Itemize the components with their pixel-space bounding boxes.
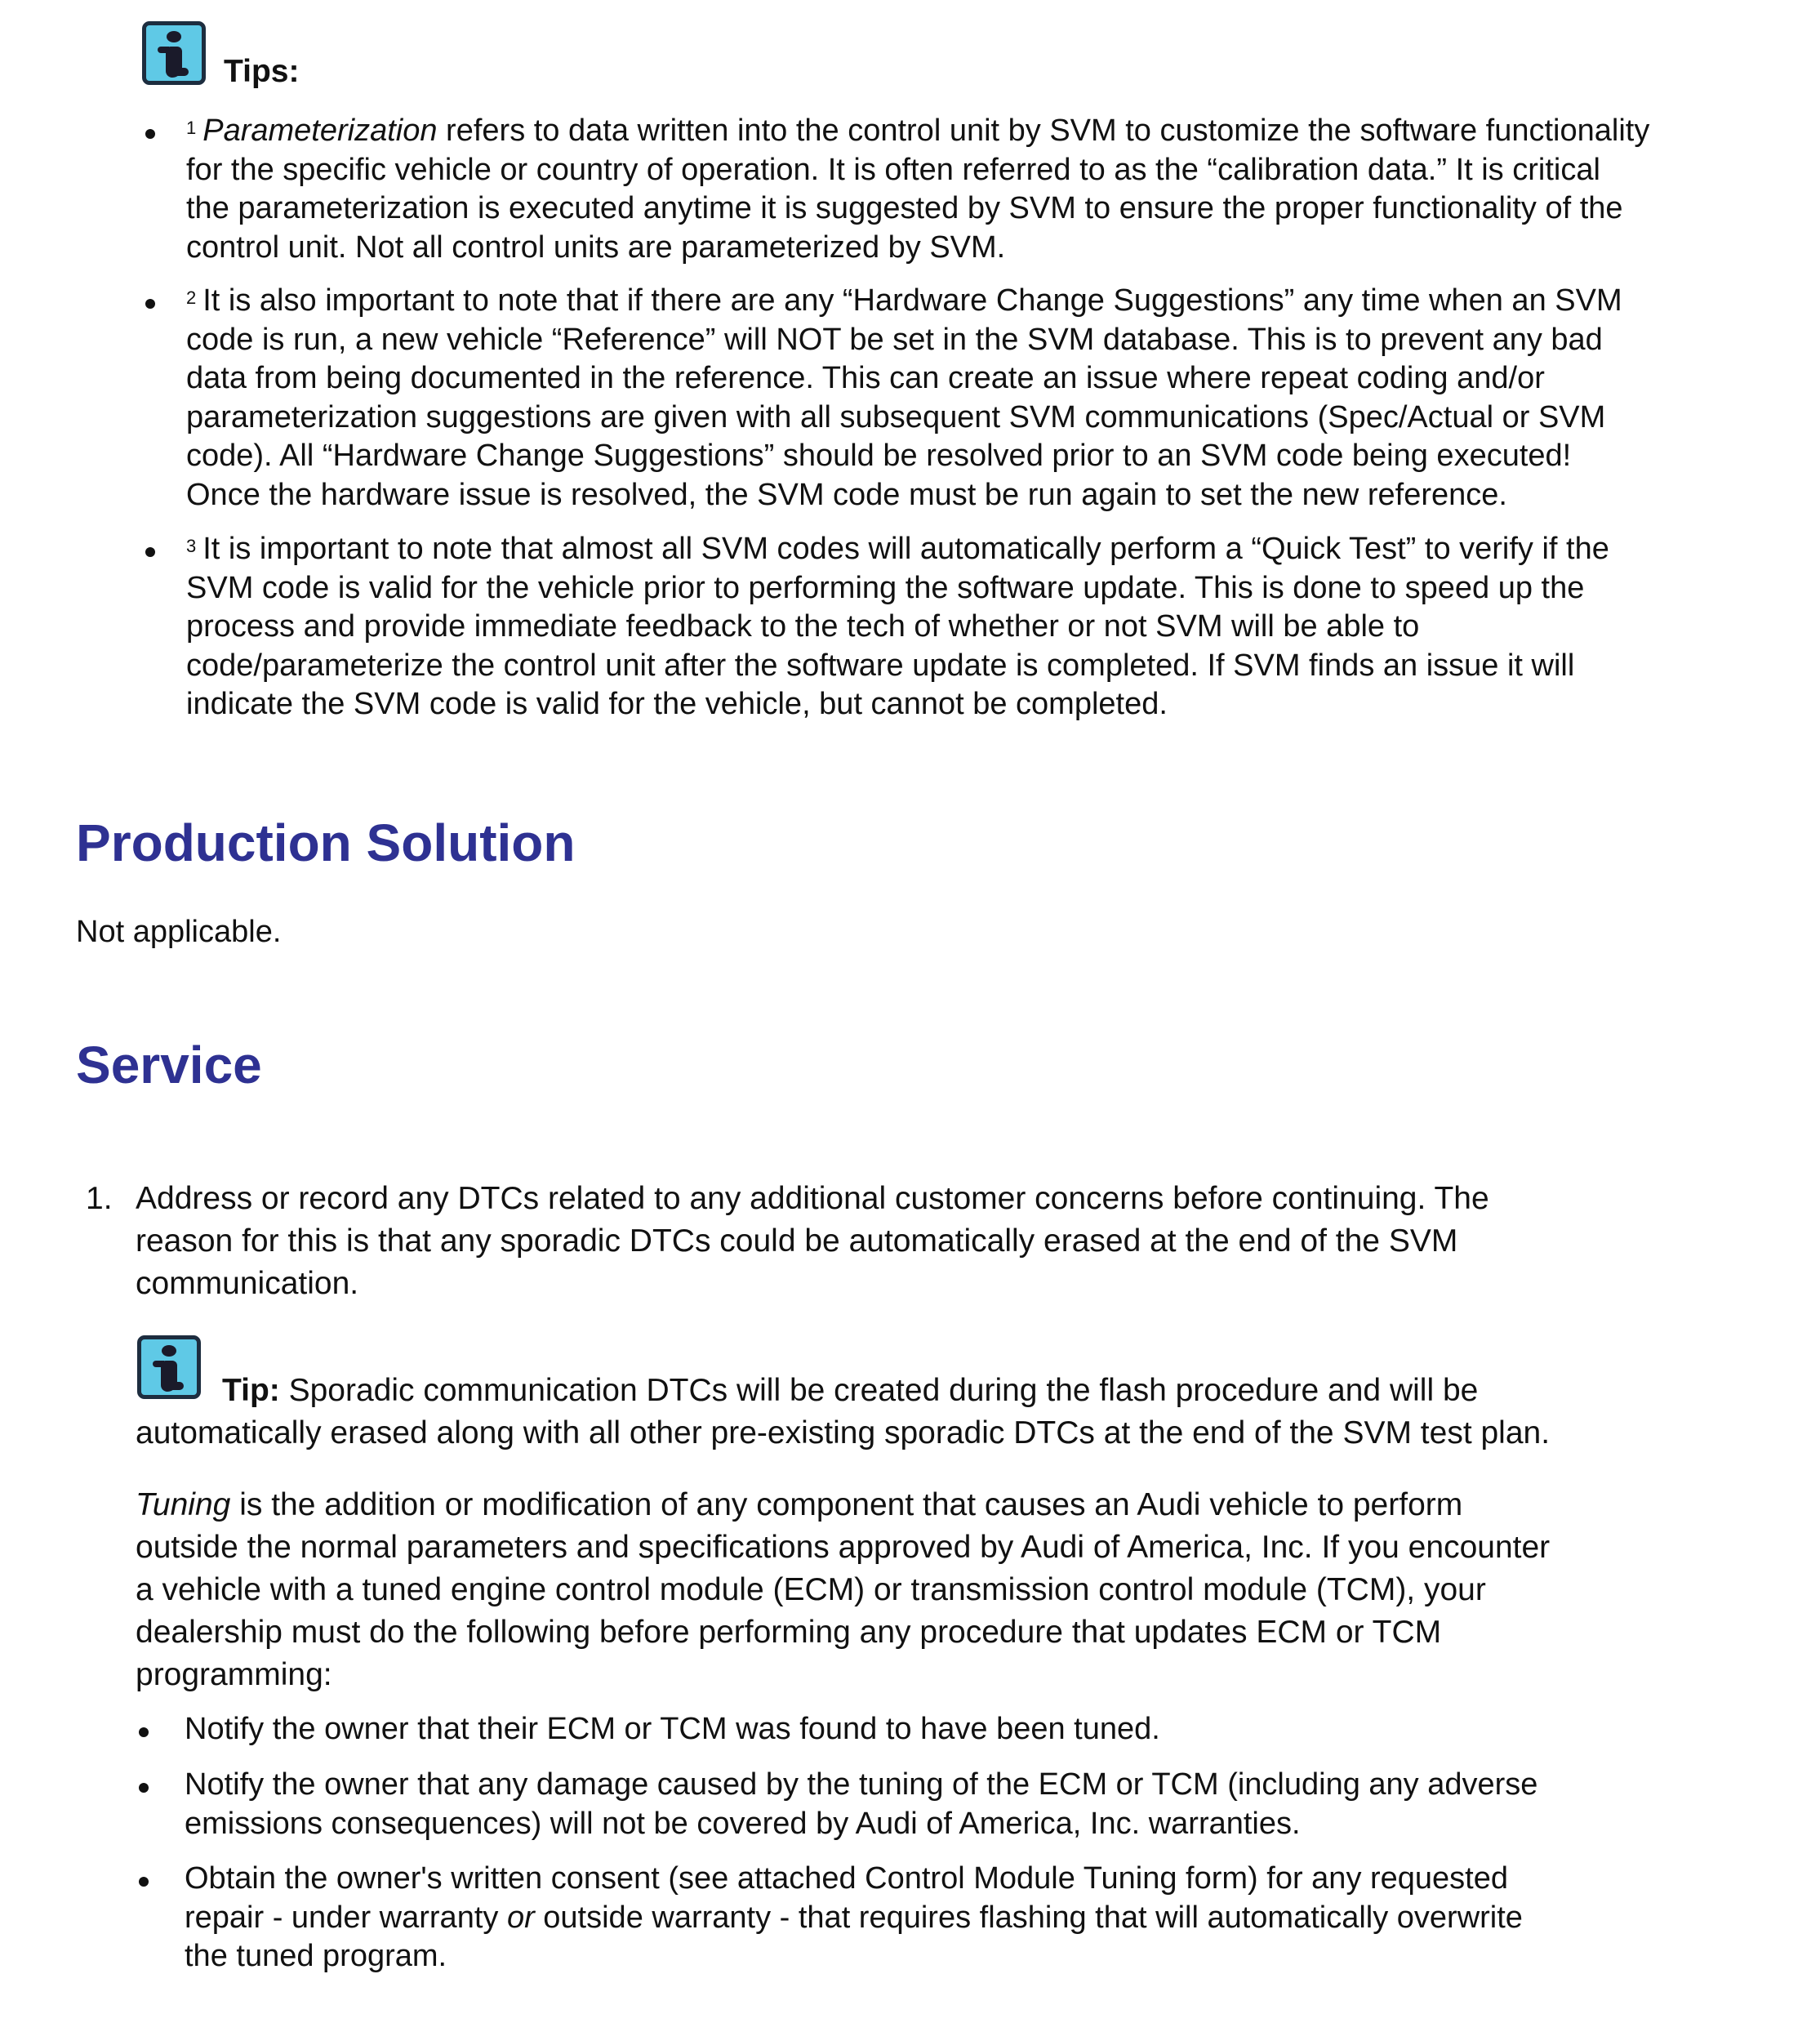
bullet-icon [139,1877,149,1887]
term-parameterization: Parameterization [202,114,438,148]
info-icon [142,21,206,85]
tip-item-2: $^2$ It is also important to note that if there are any “Hardware Change Suggestions” any time when an SVM code is run, a new vehicle “Reference” will NOT be set in the SVM database. This is to prevent any bad data from being documented in the reference. This can create an issue where repeat coding and/or parameterization suggestions are given with all subsequent SVM communications (Spec/Actual or SVM code). All “Hardware Change Suggestions” should be resolved prior to an SVM code being executed! Once the hardware issue is resolved, the SVM code must be run again to set the new reference. [186,283,1622,512]
tuning-paragraph: Tuning is the addition or modification of any component that causes an Audi vehicle to perform outside the normal parameters and specifications approved by Audi of America, Inc. If you encounter a vehicle with a tuned engine control module (ECM) or transmission control module (TCM), your dealership must do the following before performing any procedure that updates ECM or TCM programming: [136,1487,1551,1692]
step-1: Address or record any DTCs related to any additional customer concerns before continuing. The reason for this is that any sporadic DTCs could be automatically erased at the end of the SVM communication. [136,1181,1489,1301]
term-tuning: Tuning [136,1487,231,1522]
footnote-marker: 3 [186,536,197,556]
tip-callout-line2: automatically erased along with all other pre-existing sporadic DTCs at the end of the SVM test plan. [136,1415,1551,1450]
tip-item-1: $^1$ Parameterization refers to data written into the control unit by SVM to customize the software functionality for the specific vehicle or country of operation. It is often referred to as the “calibration data.” It is critical the parameterization is executed anytime it is suggested by SVM to ensure the proper functionality of the control unit. Not all control units are parameterized by SVM. [186,114,1650,265]
tips-title: Tips: [224,54,300,89]
bullet-icon [139,1727,149,1737]
bullet-icon [145,129,155,139]
footnote-marker: 2 [186,287,197,308]
bullet-icon [145,299,155,309]
tip-item-3: $^3$ It is important to note that almost all SVM codes will automatically perform a “Quick Test” to verify if the SVM code is valid for the vehicle prior to performing the software update. This is done to speed up the process and provide immediate feedback to the tech of whether or not SVM will be able to code/parameterize the control unit after the software update is completed. If SVM finds an issue it will indicate the SVM code is valid for the vehicle, but cannot be completed. [186,532,1609,721]
requirement-item-3: Obtain the owner's written consent (see attached Control Module Tuning form) for any requested repair - under warranty or outside warranty - that requires flashing that will automatically overwrite the tuned program. [185,1861,1523,1973]
step-number: 1. [86,1181,113,1216]
tip-callout: Tip: Sporadic communication DTCs will be created during the flash procedure and will be [222,1373,1479,1408]
footnote-marker: 1 [186,118,197,138]
requirement-item-1: Notify the owner that their ECM or TCM was found to have been tuned. [185,1712,1160,1746]
section-heading-service: Service [76,1036,262,1094]
bullet-icon [139,1783,149,1793]
requirement-item-2: Notify the owner that any damage caused by the tuning of the ECM or TCM (including any adverse emissions consequences) will not be covered by Audi of America, Inc. warranties. [185,1767,1538,1841]
production-solution-body: Not applicable. [76,915,282,949]
info-icon [137,1335,201,1399]
section-heading-production-solution: Production Solution [76,813,576,872]
tip-label: Tip: [222,1373,280,1408]
bullet-icon [145,547,155,557]
